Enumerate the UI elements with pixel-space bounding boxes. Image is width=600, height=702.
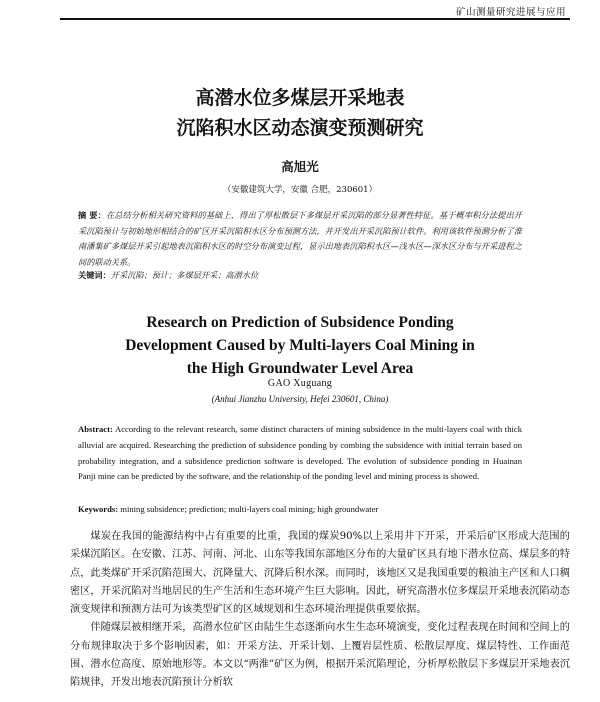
running-head: 矿山测量研究进展与应用 (455, 7, 566, 18)
body-paragraph-2: 伴随煤层被相继开采，高潜水位矿区由陆生生态逐渐向水生生态环境演变，变化过程表现在时间和空间上的分布规律取决于多个影响因素，如：开采方法、开采计划、上覆岩层性质、松散层厚度、煤层特性、工作面范围、潜水位高度、原始地形等。本文以“两淮”矿区为例，根据开采沉陷理论，分析厚松散层下多煤层开采地表沉陷规律，开发出地表沉陷预计分析软 (70, 622, 570, 689)
body-text (70, 528, 570, 693)
en-affiliation: (Anhui Jianzhu University, Hefei 230601, China) (211, 394, 389, 404)
en-author: GAO Xuguang (267, 378, 333, 389)
cn-abstract (78, 208, 522, 270)
en-title-line1: Research on Prediction of Subsidence Ponding (146, 314, 454, 331)
en-abstract (78, 422, 522, 485)
en-title-line3: the High Groundwater Level Area (186, 360, 414, 377)
cn-title-line2: 沉陷积水区动态演变预测研究 (176, 117, 424, 139)
en-abstract-text: According to the relevant research, some distinct characters of mining subsidence in the multi-layers coal with thick alluvial are acquired. Researching the prediction of subsidence ponding by combing the subsidence with initial terrain based on probability integration, and a subsidence prediction software is developed. The evolution of subsidence ponding in Huainan Panji mine can be predicted by the software, and the relationship of the ponding level and mining process is showed. (78, 424, 522, 482)
body-paragraph-1: 煤炭在我国的能源结构中占有重要的比重，我国的煤炭90%以上采用井下开采，开采后矿区形成大范围的采煤沉陷区。在安徽、江苏、河南、河北、山东等我国东部地区分布的大量矿区具有地下潜水位高、煤层多的特点，此类煤矿开采沉陷范围大、沉降量大、沉降后积水深。而同时，该地区又是我国重要的粮油主产区和人口稠密区，开采沉陷对当地居民的生产生活和生态环境产生巨大影响。因此，研究高潜水位多煤层开采地表沉陷动态演变规律和预测方法可为该类型矿区的区域规划和生态环境治理提供重要依据。 (70, 531, 570, 616)
header-rule (60, 18, 570, 20)
cn-abstract-text: 在总结分析相关研究资料的基础上，得出了厚松散层下多煤层开采沉陷的部分显著性特征。基于概率积分法提出开采沉陷预计与初始地形相结合的矿区开采沉陷积水区分布预测方法，并开发出开采沉陷预计软件。利用该软件预测分析了淮南潘集矿多煤层开采引起地表沉陷积水区的时空分布演变过程，显示出地表沉陷积水区—浅水区—深水区分布与开采进程之间的联动关系。 (78, 210, 522, 267)
en-keywords-text: mining subsidence; prediction; multi-layers coal mining; high groundwater (120, 504, 379, 514)
cn-keywords-text: 开采沉陷；预计；多煤层开采；高潜水位 (110, 270, 259, 280)
en-keywords-label: Keywords: (78, 504, 119, 514)
en-title-line2: Development Caused by Multi-layers Coal Mining in (125, 337, 475, 354)
cn-keywords (78, 270, 522, 281)
cn-abstract-label: 摘 要： (78, 210, 106, 220)
en-keywords (78, 504, 522, 514)
cn-title-line1: 高潜水位多煤层开采地表 (195, 87, 405, 109)
en-abstract-label: Abstract: (78, 424, 113, 434)
cn-author: 高旭光 (281, 159, 319, 174)
cn-affiliation: （安徽建筑大学，安徽 合肥，230601） (222, 185, 378, 195)
cn-keywords-label: 关键词： (78, 270, 111, 280)
